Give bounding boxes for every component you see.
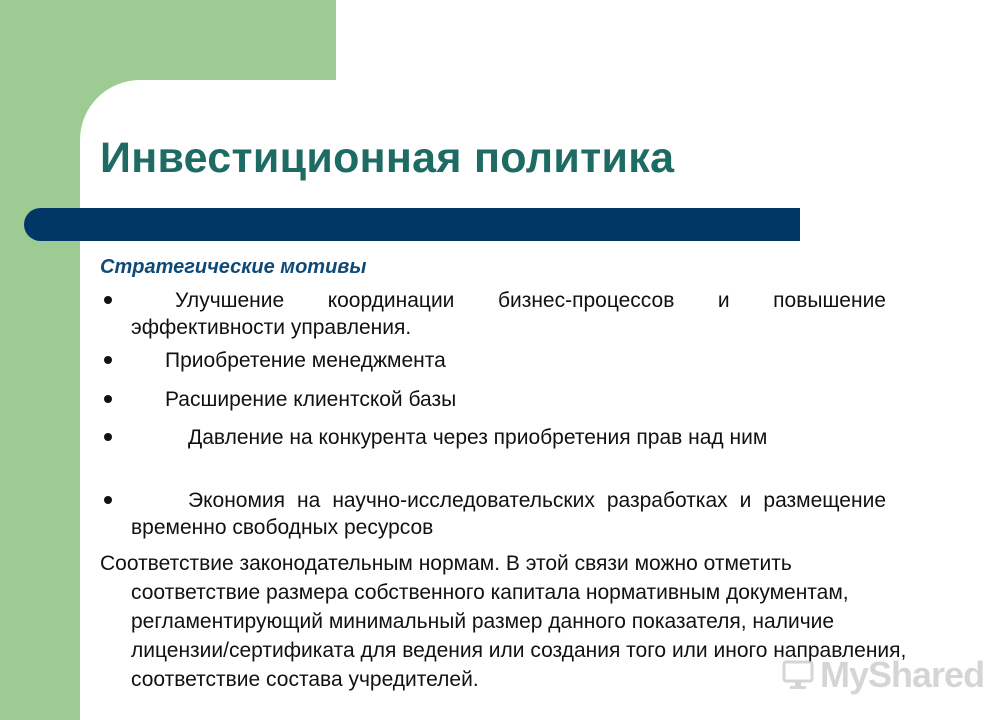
slide-subtitle: Стратегические мотивы xyxy=(100,256,367,278)
bullet-dot-icon xyxy=(104,356,112,364)
bullet-dot-icon xyxy=(104,296,112,304)
bullet-item xyxy=(104,347,886,374)
watermark-text: MyShared xyxy=(820,654,984,695)
bullet-item xyxy=(104,287,886,341)
bullet-dot-icon xyxy=(104,496,112,504)
bullet-text: Приобретение менеджмента xyxy=(165,349,446,372)
monitor-icon xyxy=(782,660,816,690)
slide-title: Инвестиционная политика xyxy=(100,134,675,182)
bullet-dot-icon xyxy=(104,395,112,403)
bullet-item xyxy=(104,386,886,413)
bullet-item xyxy=(104,487,886,541)
bullet-text: Расширение клиентской базы xyxy=(165,388,457,411)
body-paragraph: Соответствие законодательным нормам. В этой связи можно отметить соответствие размера собственного капитала нормативным документам, регламентирующий минимальный размер данного показателя, наличие лицензии/сертификата для ведения или создания того или иного направления, соответствие состава учредителей. xyxy=(100,552,907,691)
bullet-item xyxy=(104,424,886,451)
bullet-text: Давление на конкурента через приобретения прав над ним xyxy=(188,426,768,449)
watermark xyxy=(782,654,984,696)
bullet-text: Экономия на научно-исследовательских разработках и размещение временно свободных ресурсов xyxy=(131,489,886,539)
bullet-dot-icon xyxy=(104,433,112,441)
bullet-text: Улучшение координации бизнес-процессов и повышение эффективности управления. xyxy=(131,289,886,339)
title-underline-bar xyxy=(24,208,800,241)
